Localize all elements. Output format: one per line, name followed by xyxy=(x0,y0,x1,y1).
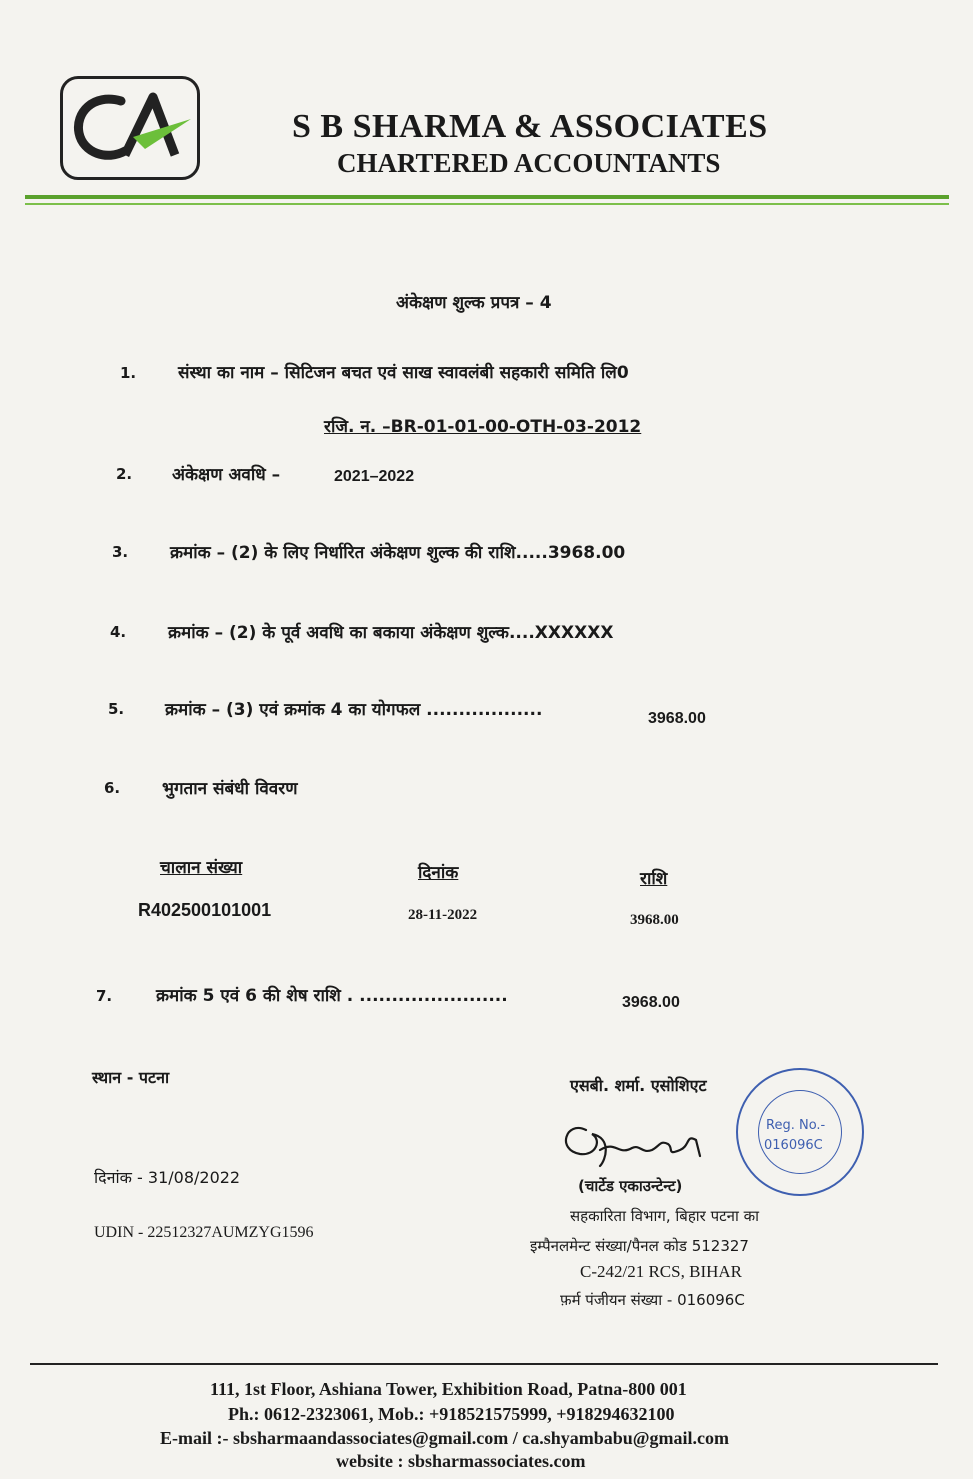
ca-logo xyxy=(60,76,200,180)
item-3-label: क्रमांक – (2) के लिए निर्धारित अंकेक्षण शुल्क की राशि.....3968.00 xyxy=(170,543,626,563)
udin-label: UDIN - 22512327AUMZYG1596 xyxy=(94,1224,314,1241)
footer-divider xyxy=(30,1363,938,1365)
item-6-number: 6. xyxy=(104,779,121,797)
address-line-1: 111, 1st Floor, Ashiana Tower, Exhibition Road, Patna-800 001 xyxy=(210,1379,687,1399)
item-7-number: 7. xyxy=(96,987,113,1005)
signatory-line-2: इम्पैनलमेन्ट संख्या/पैनल कोड 512327 xyxy=(530,1237,749,1255)
item-2-value: 2021–2022 xyxy=(334,468,415,485)
signatory-firm: एसबी. शर्मा. एसोशिएट xyxy=(570,1076,707,1095)
firm-subtitle: CHARTERED ACCOUNTANTS xyxy=(337,148,721,178)
signatory-line-4: फ़र्म पंजीयन संख्या - 016096C xyxy=(560,1291,745,1309)
signatory-role: (चार्टेड एकाउन्टेन्ट) xyxy=(578,1177,683,1195)
item-1-registration: रजि. न. –BR-01-01-00-OTH-03-2012 xyxy=(324,417,642,437)
ca-logo-icon xyxy=(63,79,197,177)
item-4-label: क्रमांक – (2) के पूर्व अवधि का बकाया अंकेक्षण शुल्क....XXXXXX xyxy=(168,623,614,643)
signatory-line-1: सहकारिता विभाग, बिहार पटना का xyxy=(570,1207,760,1225)
seal-reg-number: 016096C xyxy=(764,1138,823,1153)
payment-header-amount: राशि xyxy=(640,869,668,889)
header-divider xyxy=(25,195,949,199)
address-line-2: Ph.: 0612-2323061, Mob.: +918521575999, +918294632100 xyxy=(228,1404,675,1424)
signatory-line-3: C-242/21 RCS, BIHAR xyxy=(580,1262,742,1281)
item-4-number: 4. xyxy=(110,623,127,641)
signature-icon xyxy=(556,1110,716,1170)
signature-image xyxy=(556,1110,716,1174)
item-2-label: अंकेक्षण अवधि – xyxy=(172,465,281,485)
firm-name: S B SHARMA & ASSOCIATES xyxy=(292,108,768,145)
item-5-number: 5. xyxy=(108,700,125,718)
date-label: दिनांक - 31/08/2022 xyxy=(94,1168,241,1187)
item-3-number: 3. xyxy=(112,543,129,561)
payment-amount: 3968.00 xyxy=(630,912,679,928)
address-email: E-mail :- sbsharmaandassociates@gmail.com / ca.shyambabu@gmail.com xyxy=(160,1428,729,1448)
item-7-label: क्रमांक 5 एवं 6 की शेष राशि . ....................... xyxy=(156,986,508,1006)
form-title: अंकेक्षण शुल्क प्रपत्र – 4 xyxy=(396,293,552,313)
payment-date: 28-11-2022 xyxy=(408,907,478,923)
payment-header-challan: चालान संख्या xyxy=(160,858,243,878)
item-5-value: 3968.00 xyxy=(648,710,706,727)
item-1-number: 1. xyxy=(120,364,137,382)
place-label: स्थान - पटना xyxy=(92,1068,170,1087)
header-divider-thin xyxy=(25,203,949,205)
address-website: website : sbsharmassociates.com xyxy=(336,1451,586,1471)
seal-reg-label: Reg. No.- xyxy=(766,1118,826,1133)
item-6-label: भुगतान संबंधी विवरण xyxy=(162,779,298,799)
item-7-value: 3968.00 xyxy=(622,994,680,1011)
item-2-number: 2. xyxy=(116,465,133,483)
payment-header-date: दिनांक xyxy=(418,863,459,883)
payment-challan-number: R402500101001 xyxy=(138,900,272,920)
item-1-label: संस्था का नाम – सिटिजन बचत एवं साख स्वावलंबी सहकारी समिति लि0 xyxy=(178,363,629,383)
item-5-label: क्रमांक – (3) एवं क्रमांक 4 का योगफल .................. xyxy=(165,700,543,720)
